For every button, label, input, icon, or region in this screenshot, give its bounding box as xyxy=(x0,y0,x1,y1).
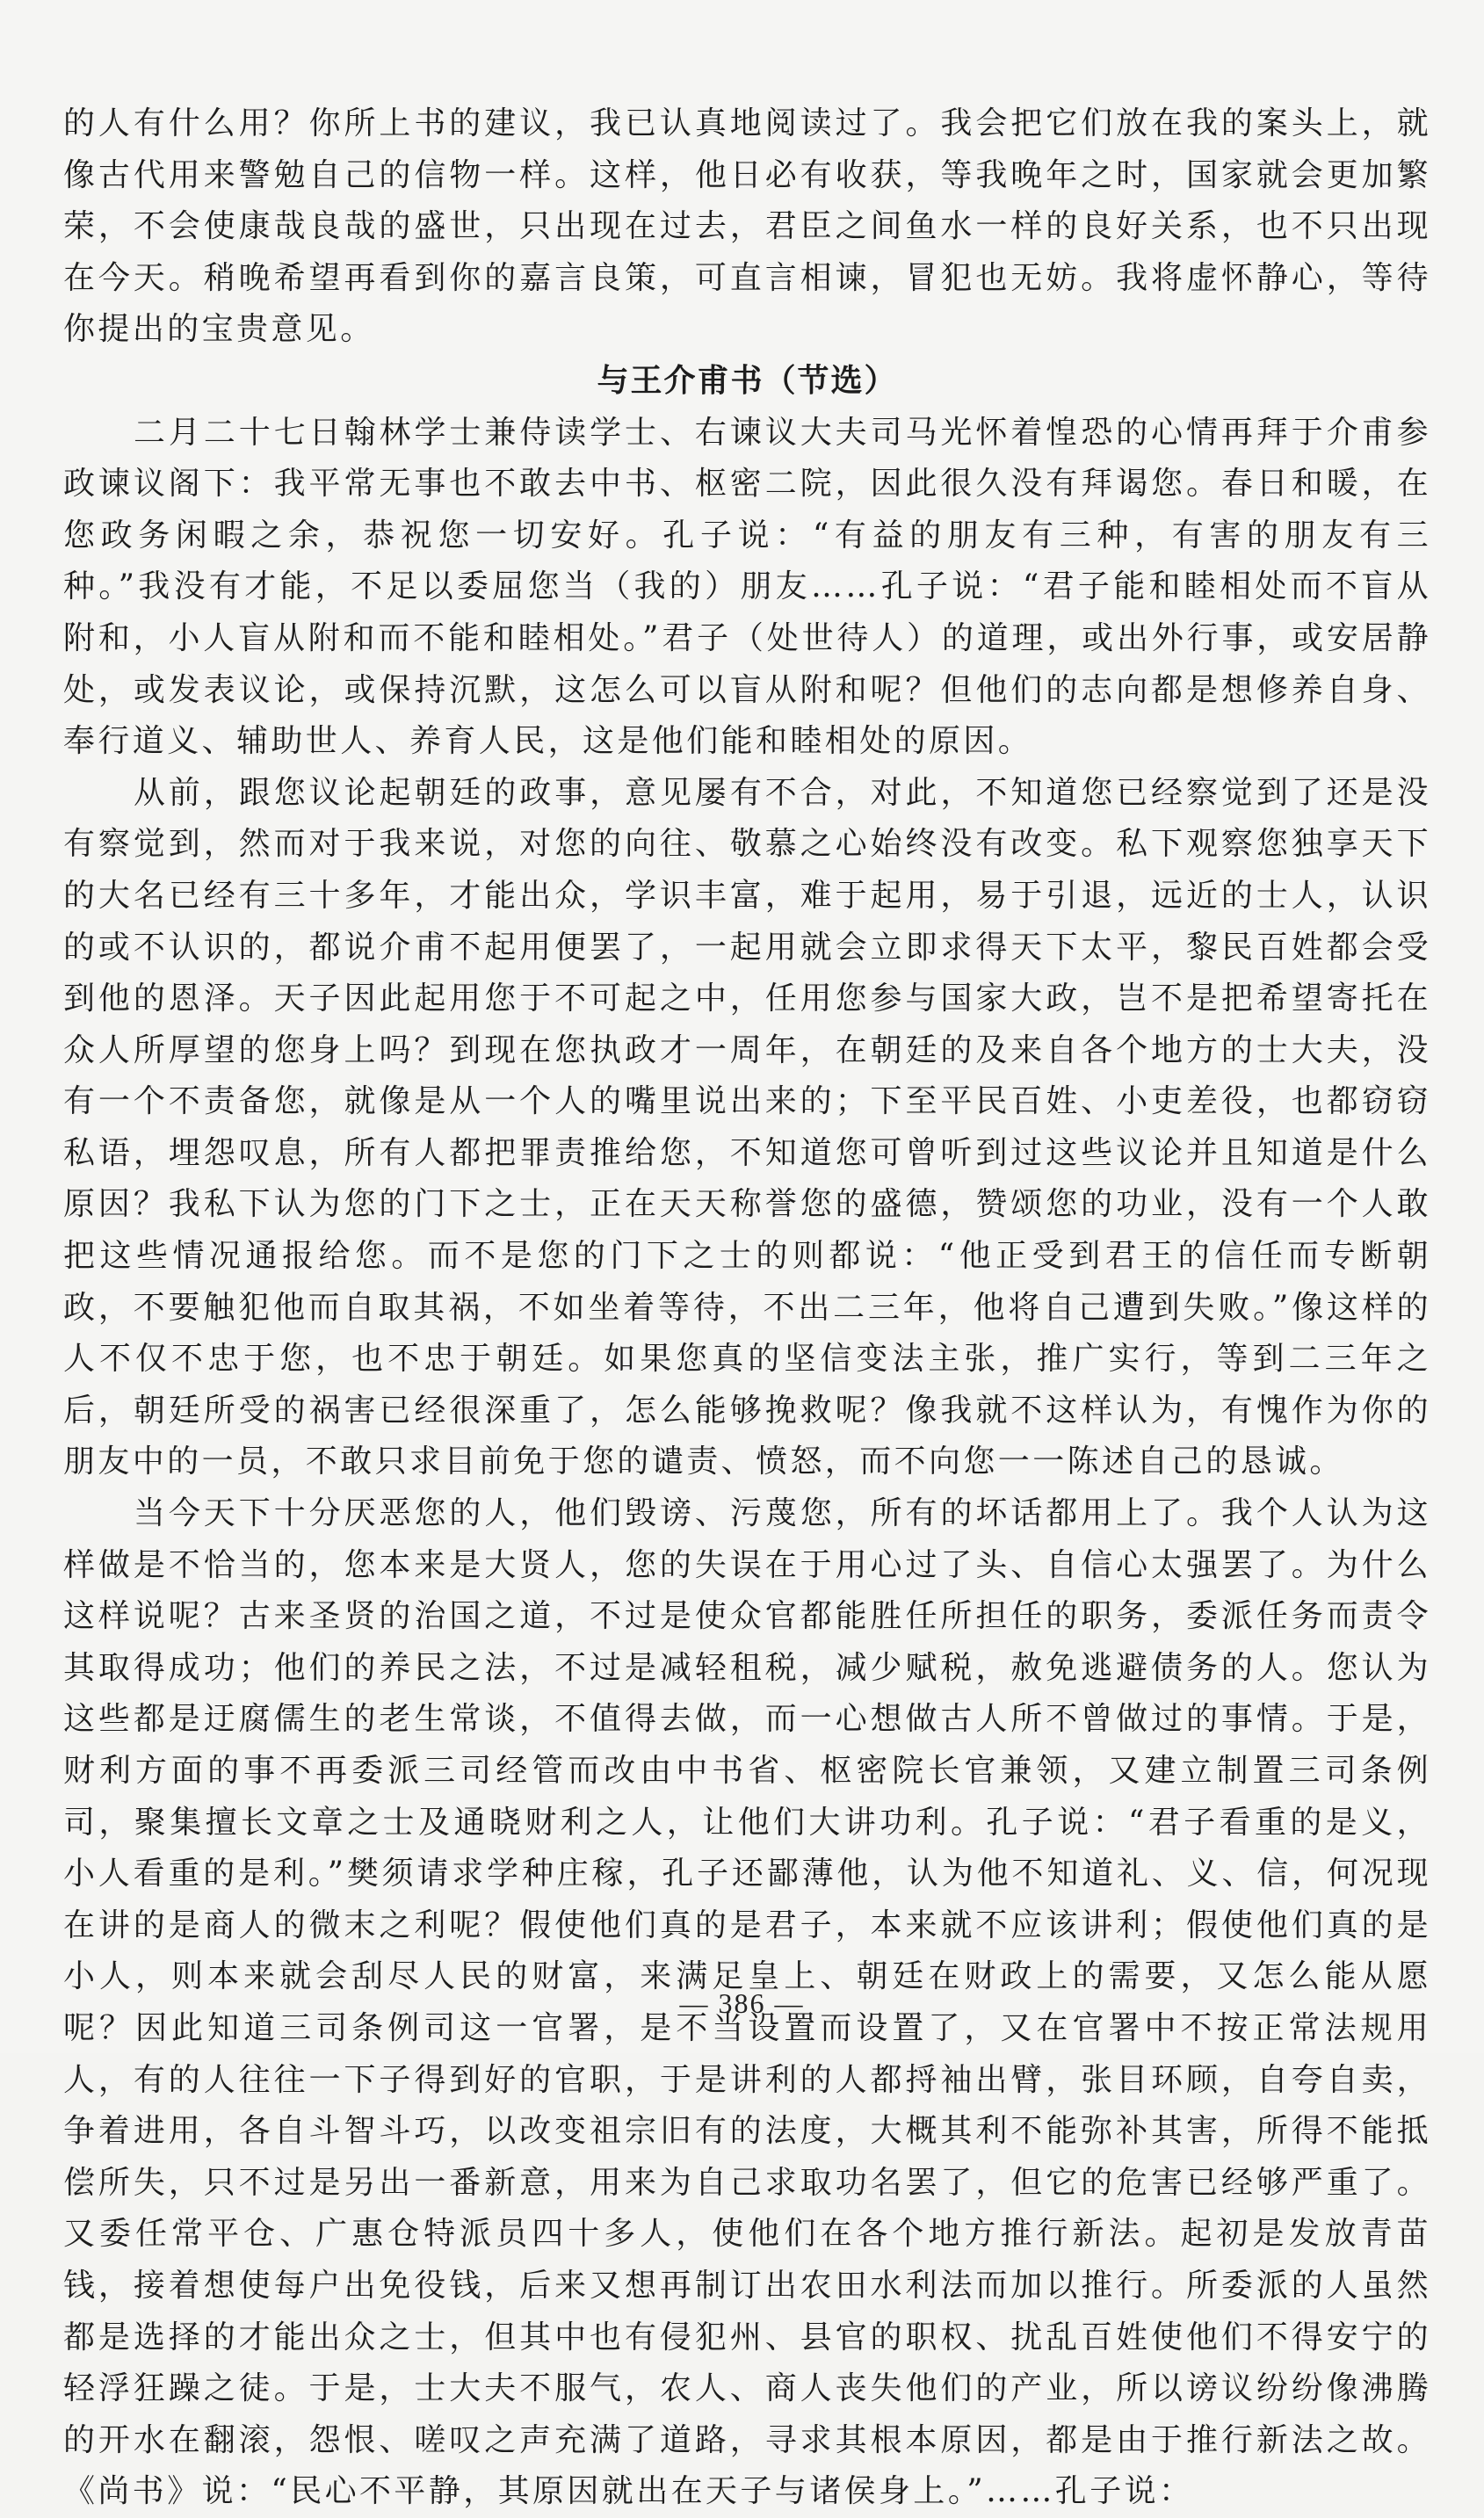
paragraph-1: 二月二十七日翰林学士兼侍读学士、右谏议大夫司马光怀着惶恐的心情再拜于介甫参政谏议阁下：我平常无事也不敢去中书、枢密二院，因此很久没有拜谒您。春日和暖，在您政务闲暇之余，恭祝您一切安好。孔子说：“有益的朋友有三种，有害的朋友有三种。”我没有才能，不足以委屈您当（我的）朋友……孔子说：“君子能和睦相处而不盲从附和，小人盲从附和而不能和睦相处。”君子（处世待人）的道理，或出外行事，或安居静处，或发表议论，或保持沉默，这怎么可以盲从附和呢？但他们的志向都是想修养自身、奉行道义、辅助世人、养育人民，这是他们能和睦相处的原因。 xyxy=(63,414,1431,760)
body-text xyxy=(63,98,1431,2518)
page-number: — 386 — xyxy=(679,1987,805,2019)
opening-paragraph: 的人有什么用？你所上书的建议，我已认真地阅读过了。我会把它们放在我的案头上，就像古代用来警勉自己的信物一样。这样，他日必有收获，等我晚年之时，国家就会更加繁荣，不会使康哉良哉的盛世，只出现在过去，君臣之间鱼水一样的良好关系，也不只出现在今天。稍晚希望再看到你的嘉言良策，可直言相谏，冒犯也无妨。我将虚怀静心，等待你提出的宝贵意见。 xyxy=(63,105,1431,348)
paragraph-2: 从前，跟您议论起朝廷的政事，意见屡有不合，对此，不知道您已经察觉到了还是没有察觉到，然而对于我来说，对您的向往、敬慕之心始终没有改变。私下观察您独享天下的大名已经有三十多年，才能出众，学识丰富，难于起用，易于引退，远近的士人，认识的或不认识的，都说介甫不起用便罢了，一起用就会立即求得天下太平，黎民百姓都会受到他的恩泽。天子因此起用您于不可起之中，任用您参与国家大政，岂不是把希望寄托在众人所厚望的您身上吗？到现在您执政才一周年，在朝廷的及来自各个地方的士大夫，没有一个不责备您，就像是从一个人的嘴里说出来的；下至平民百姓、小吏差役，也都窃窃私语，埋怨叹息，所有人都把罪责推给您，不知道您可曾听到过这些议论并且知道是什么原因？我私下认为您的门下之士，正在天天称誉您的盛德，赞颂您的功业，没有一个人敢把这些情况通报给您。而不是您的门下之士的则都说：“他正受到君王的信任而专断朝政，不要触犯他而自取其祸，不如坐着等待，不出二三年，他将自己遭到失败。”像这样的人不仅不忠于您，也不忠于朝廷。如果您真的坚信变法主张，推广实行，等到二三年之后，朝廷所受的祸害已经很深重了，怎么能够挽救呢？像我就不这样认为，有愧作为你的朋友中的一员，不敢只求目前免于您的谴责、愤怒，而不向您一一陈述自己的恳诚。 xyxy=(63,774,1431,1480)
paragraph-3: 当今天下十分厌恶您的人，他们毁谤、污蔑您，所有的坏话都用上了。我个人认为这样做是不恰当的，您本来是大贤人，您的失误在于用心过了头、自信心太强罢了。为什么这样说呢？古来圣贤的治国之道，不过是使众官都能胜任所担任的职务，委派任务而责令其取得成功；他们的养民之法，不过是减轻租税，减少赋税，赦免逃避债务的人。您认为这些都是迂腐儒生的老生常谈，不值得去做，而一心想做古人所不曾做过的事情。于是，财利方面的事不再委派三司经管而改由中书省、枢密院长官兼领，又建立制置三司条例司，聚集擅长文章之士及通晓财利之人，让他们大讲功利。孔子说：“君子看重的是义，小人看重的是利。”樊须请求学种庄稼，孔子还鄙薄他，认为他不知道礼、义、信，何况现在讲的是商人的微末之利呢？假使他们真的是君子，本来就不应该讲利；假使他们真的是小人，则本来就会刮尽人民的财富，来满足皇上、朝廷在财政上的需要，又怎么能从愿呢？因此知道三司条例司这一官署，是不当设置而设置了，又在官署中不按正常法规用人，有的人往往一下子得到好的官职，于是讲利的人都捋袖出臂，张目环顾，自夸自卖，争着进用，各自斗智斗巧，以改变祖宗旧有的法度，大概其利不能弥补其害，所得不能抵偿所失，只不过是另出一番新意，用来为自己求取功名罢了，但它的危害已经够严重了。又委任常平仓、广惠仓特派员四十多人，使他们在各个地方推行新法。起初是发放青苗钱，接着想使每户出免役钱，后来又想再制订出农田水利法而加以推行。所委派的人虽然都是选择的才能出众之士，但其中也有侵犯州、县官的职权、扰乱百姓使他们不得安宁的轻浮狂躁之徒。于是，士大夫不服气，农人、商人丧失他们的产业，所以谤议纷纷像沸腾的开水在翻滚，怨恨、嗟叹之声充满了道路，寻求其根本原因，都是由于推行新法之故。《尚书》说：“民心不平静，其原因就出在天子与诸侯身上。”……孔子说： xyxy=(63,1495,1431,2510)
section-title: 与王介甫书（节选） xyxy=(597,362,898,399)
